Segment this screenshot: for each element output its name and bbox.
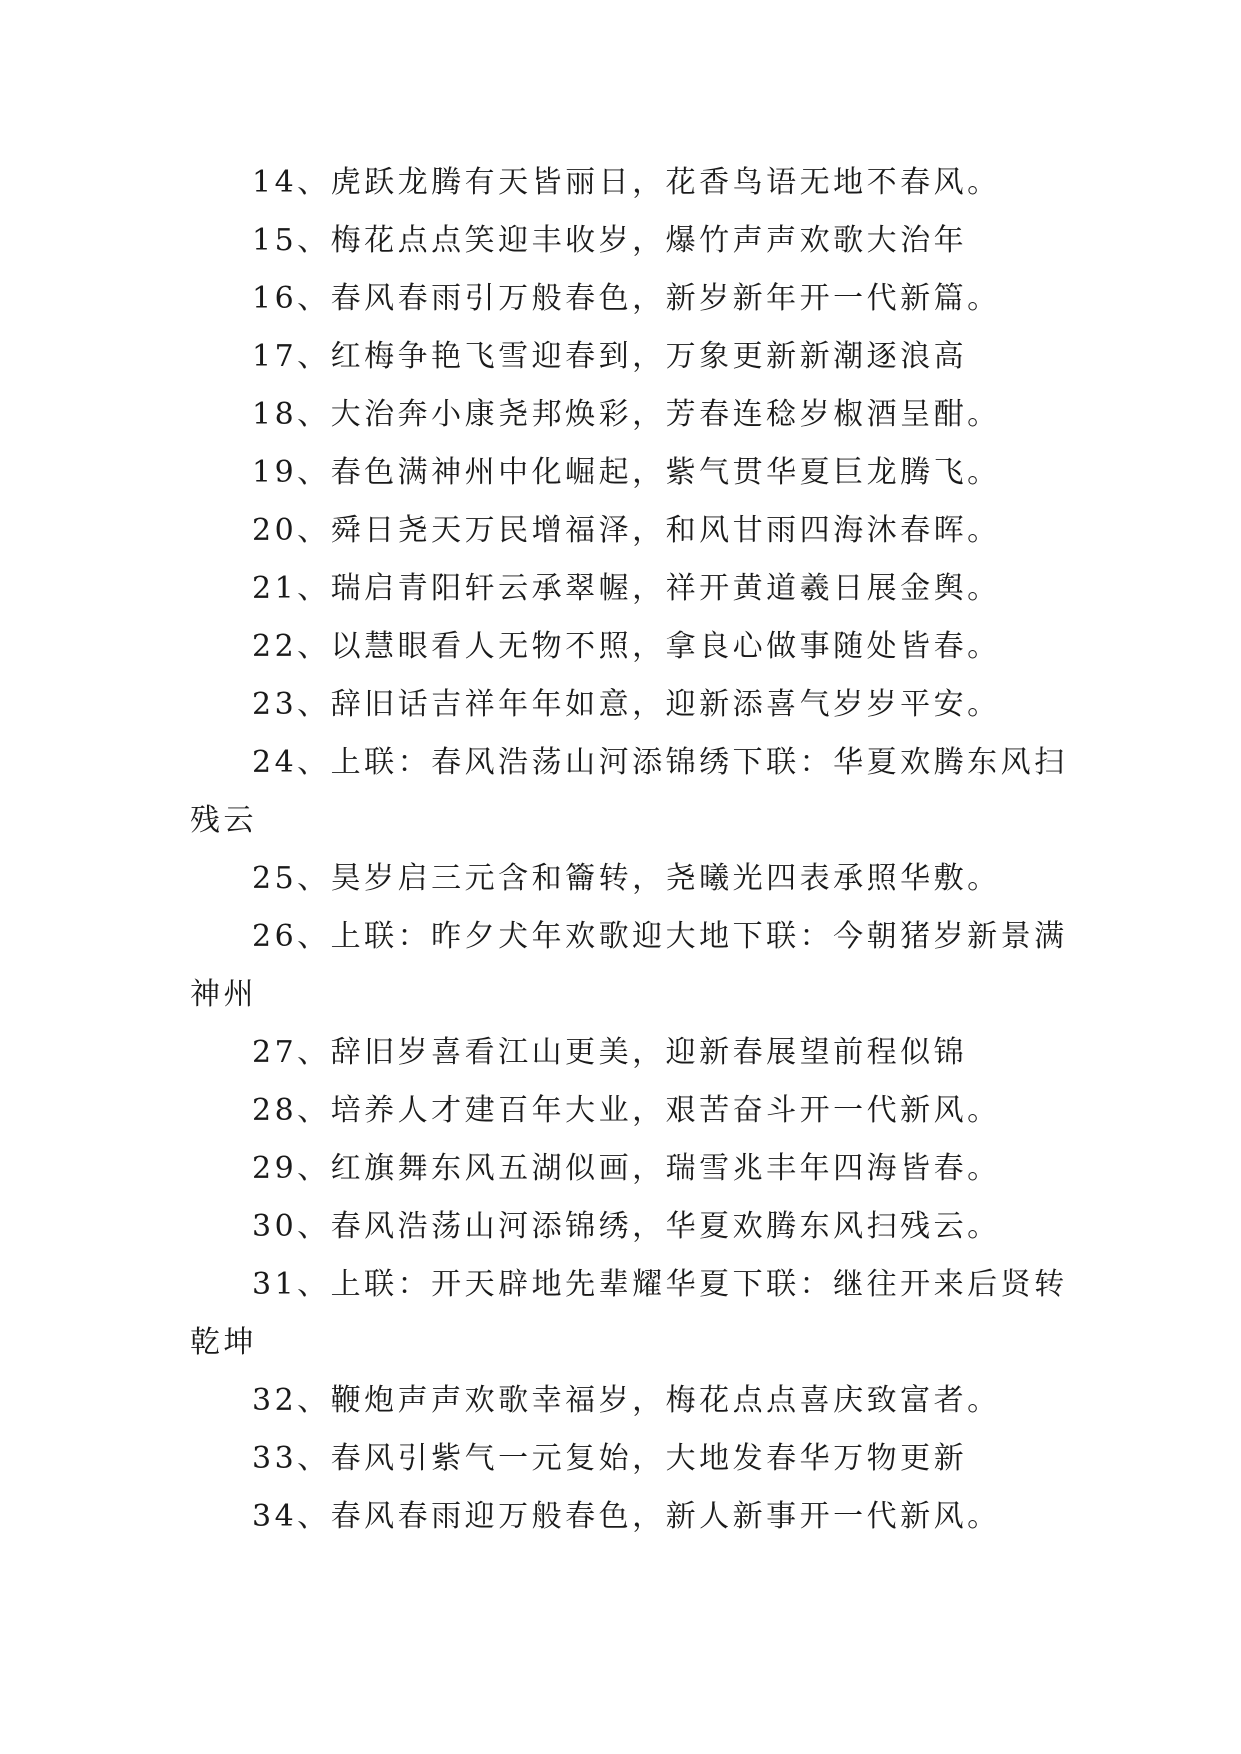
couplet-line: 27、辞旧岁喜看江山更美，迎新春展望前程似锦 — [252, 1035, 968, 1070]
couplet-line: 24、上联：春风浩荡山河添锦绣下联：华夏欢腾东风扫 — [252, 745, 1068, 780]
couplet-line: 32、鞭炮声声欢歌幸福岁，梅花点点喜庆致富者。 — [252, 1383, 1001, 1418]
couplet-line: 31、上联：开天辟地先辈耀华夏下联：继往开来后贤转 — [252, 1267, 1068, 1302]
couplet-line: 33、春风引紫气一元复始，大地发春华万物更新 — [252, 1441, 968, 1476]
couplet-line: 18、大治奔小康尧邦焕彩，芳春连稔岁椒酒呈酣。 — [252, 397, 1001, 432]
couplet-line: 15、梅花点点笑迎丰收岁，爆竹声声欢歌大治年 — [252, 223, 968, 258]
couplet-line-continuation: 残云 — [190, 803, 257, 838]
couplet-line: 29、红旗舞东风五湖似画，瑞雪兆丰年四海皆春。 — [252, 1151, 1001, 1186]
couplet-line: 19、春色满神州中化崛起，紫气贯华夏巨龙腾飞。 — [252, 455, 1001, 490]
couplet-line: 34、春风春雨迎万般春色，新人新事开一代新风。 — [252, 1499, 1001, 1534]
couplet-line: 21、瑞启青阳轩云承翠幄，祥开黄道羲日展金舆。 — [252, 571, 1001, 606]
couplet-line: 28、培养人才建百年大业，艰苦奋斗开一代新风。 — [252, 1093, 1001, 1128]
couplet-line: 14、虎跃龙腾有天皆丽日，花香鸟语无地不春风。 — [252, 165, 1001, 200]
couplet-line: 16、春风春雨引万般春色，新岁新年开一代新篇。 — [252, 281, 1001, 316]
document-body — [190, 154, 1068, 1546]
couplet-line: 30、春风浩荡山河添锦绣，华夏欢腾东风扫残云。 — [252, 1209, 1001, 1244]
couplet-line: 22、以慧眼看人无物不照，拿良心做事随处皆春。 — [252, 629, 1001, 664]
couplet-line: 17、红梅争艳飞雪迎春到，万象更新新潮逐浪高 — [252, 339, 968, 374]
couplet-line: 25、昊岁启三元含和籥转，尧曦光四表承照华敷。 — [252, 861, 1001, 896]
couplet-line: 23、辞旧话吉祥年年如意，迎新添喜气岁岁平安。 — [252, 687, 1001, 722]
couplet-line: 26、上联：昨夕犬年欢歌迎大地下联：今朝猪岁新景满 — [252, 919, 1068, 954]
couplet-line: 20、舜日尧天万民增福泽，和风甘雨四海沐春晖。 — [252, 513, 1001, 548]
couplet-line-continuation: 乾坤 — [190, 1325, 257, 1360]
couplet-line-continuation: 神州 — [190, 977, 257, 1012]
